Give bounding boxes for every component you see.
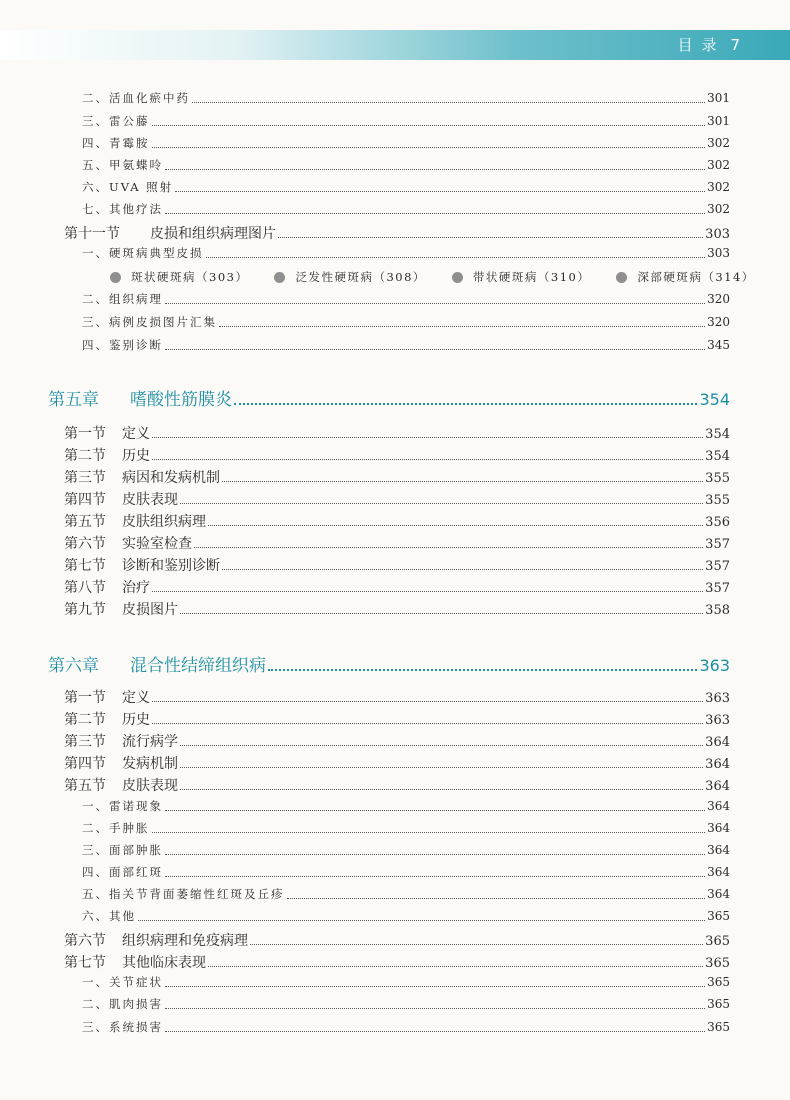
- toc-entry[interactable]: [0, 864, 790, 880]
- toc-entry-page: 320: [707, 315, 730, 329]
- toc-entry-page: 364: [707, 821, 730, 835]
- toc-entry[interactable]: [0, 908, 790, 924]
- leader-dots: [165, 1030, 705, 1032]
- leader-dots: [152, 436, 703, 438]
- section-title: 流行病学: [122, 734, 178, 750]
- toc-entry[interactable]: [0, 201, 790, 217]
- leader-dots: [208, 965, 703, 967]
- section-number: 第五节: [64, 514, 106, 530]
- toc-section[interactable]: [0, 930, 790, 950]
- toc-entry-page: 302: [707, 180, 730, 194]
- toc-entry-page: 345: [707, 338, 730, 352]
- header-title: 目 录: [677, 36, 719, 54]
- section-title: 皮肤表现: [122, 778, 178, 794]
- toc-entry[interactable]: [0, 996, 790, 1012]
- toc-entry-label: 二、活血化瘀中药: [82, 91, 190, 105]
- toc-entry-page: 364: [707, 843, 730, 857]
- leader-dots: [152, 124, 706, 126]
- toc-entry-page: 302: [707, 158, 730, 172]
- leader-dots: [222, 480, 703, 482]
- leader-dots: [180, 612, 703, 614]
- section-page: 357: [705, 537, 730, 552]
- bullet-dot-icon: [274, 272, 285, 283]
- subtype-link[interactable]: [452, 269, 590, 285]
- leader-dots: [180, 744, 703, 746]
- leader-dots: [206, 256, 706, 258]
- toc-entry-page: 365: [707, 1020, 730, 1034]
- section-page: 364: [705, 757, 730, 772]
- section-title: 皮肤组织病理: [122, 514, 206, 530]
- leader-dots: [152, 458, 703, 460]
- subtype-link[interactable]: [616, 269, 754, 285]
- section-number: 第六节: [64, 933, 106, 949]
- section-page: 357: [705, 581, 730, 596]
- toc-entry-page: 364: [707, 865, 730, 879]
- section-number: 第七节: [64, 955, 106, 971]
- subtype-link[interactable]: [274, 269, 425, 285]
- leader-dots: [250, 943, 703, 945]
- toc-entry[interactable]: [0, 291, 790, 307]
- leader-dots: [175, 190, 705, 192]
- toc-section[interactable]: [0, 731, 790, 751]
- section-title: 皮损图片: [122, 602, 178, 618]
- toc-entry-label: 三、系统损害: [82, 1020, 163, 1034]
- toc-entry[interactable]: [0, 314, 790, 330]
- toc-entry-label: 七、其他疗法: [82, 202, 163, 216]
- leader-dots: [165, 985, 705, 987]
- toc-section[interactable]: [0, 577, 790, 597]
- toc-section[interactable]: [0, 445, 790, 465]
- toc-section[interactable]: [0, 687, 790, 707]
- leader-dots: [222, 568, 703, 570]
- toc-entry-page: 320: [707, 292, 730, 306]
- toc-entry-page: 364: [707, 799, 730, 813]
- leader-dots: [234, 402, 697, 405]
- section-title: 病因和发病机制: [122, 470, 220, 486]
- toc-entry-label: 四、青霉胺: [82, 136, 150, 150]
- toc-entry-label: 五、指关节背面萎缩性红斑及丘疹: [82, 887, 285, 901]
- section-number: 第六节: [64, 536, 106, 552]
- section-number: 第一节: [64, 426, 106, 442]
- header-band: [0, 30, 790, 60]
- section-title: 皮肤表现: [122, 492, 178, 508]
- section-number: 第二节: [64, 712, 106, 728]
- section-title: 皮损和组织病理图片: [150, 226, 276, 242]
- toc-entry-label: 三、雷公藤: [82, 114, 150, 128]
- toc-entry-label: 二、组织病理: [82, 292, 163, 306]
- section-number: 第十一节: [64, 226, 120, 242]
- chapter-page: 354: [699, 390, 730, 409]
- section-page: 354: [705, 427, 730, 442]
- toc-section[interactable]: [0, 511, 790, 531]
- toc-entry[interactable]: [0, 90, 790, 106]
- chapter-page: 363: [699, 656, 730, 675]
- section-number: 第一节: [64, 690, 106, 706]
- toc-section[interactable]: [0, 952, 790, 972]
- subtype-label: 深部硬斑病（314）: [637, 270, 755, 284]
- leader-dots: [165, 302, 705, 304]
- section-number: 第五节: [64, 778, 106, 794]
- toc-entry-label: 四、鉴别诊断: [82, 338, 163, 352]
- section-title: 发病机制: [122, 756, 178, 772]
- chapter-title: 混合性结缔组织病: [130, 656, 266, 676]
- section-title: 其他临床表现: [122, 955, 206, 971]
- toc-section[interactable]: [0, 467, 790, 487]
- section-number: 第三节: [64, 470, 106, 486]
- toc-entry-label: 五、甲氨蝶呤: [82, 158, 163, 172]
- section-page: 356: [705, 515, 730, 530]
- subtype-label: 斑状硬斑病（303）: [131, 270, 249, 284]
- section-page: 363: [705, 713, 730, 728]
- section-page: 303: [705, 227, 730, 242]
- toc-entry-label: 二、手肿胀: [82, 821, 150, 835]
- toc-entry-label: 六、UVA 照射: [82, 180, 174, 194]
- leader-dots: [287, 897, 706, 899]
- toc-entry-page: 364: [707, 887, 730, 901]
- chapter-number: 第六章: [48, 656, 99, 676]
- section-page: 363: [705, 691, 730, 706]
- section-page: 358: [705, 603, 730, 618]
- toc-entry[interactable]: [0, 1019, 790, 1035]
- toc-entry-label: 三、面部肿胀: [82, 843, 163, 857]
- section-page: 365: [705, 956, 730, 971]
- section-title: 治疗: [122, 580, 150, 596]
- toc-section[interactable]: [0, 599, 790, 619]
- toc-entry[interactable]: [0, 337, 790, 353]
- toc-section[interactable]: [0, 555, 790, 575]
- toc-entry[interactable]: [0, 245, 790, 261]
- leader-dots: [192, 101, 705, 103]
- toc-entry-label: 一、雷诺现象: [82, 799, 163, 813]
- toc-entry-page: 365: [707, 975, 730, 989]
- section-number: 第三节: [64, 734, 106, 750]
- toc-entry[interactable]: [0, 974, 790, 990]
- toc-entry-label: 一、硬斑病典型皮损: [82, 246, 204, 260]
- leader-dots: [165, 1007, 705, 1009]
- leader-dots: [152, 722, 703, 724]
- leader-dots: [194, 546, 703, 548]
- leader-dots: [278, 236, 703, 238]
- toc-entry-label: 六、其他: [82, 909, 136, 923]
- section-number: 第四节: [64, 492, 106, 508]
- toc-entry[interactable]: [0, 113, 790, 129]
- section-page: 364: [705, 735, 730, 750]
- toc-entry[interactable]: [0, 179, 790, 195]
- toc-entry[interactable]: [0, 886, 790, 902]
- bullet-dot-icon: [110, 272, 121, 283]
- section-page: 355: [705, 471, 730, 486]
- leader-dots: [152, 590, 703, 592]
- leader-dots: [219, 325, 705, 327]
- bullet-dot-icon: [452, 272, 463, 283]
- running-header: [678, 33, 742, 57]
- section-page: 365: [705, 934, 730, 949]
- subtype-label: 带状硬斑病（310）: [472, 270, 591, 284]
- bullet-dot-icon: [616, 272, 627, 283]
- leader-dots: [165, 168, 705, 170]
- leader-dots: [152, 700, 703, 702]
- toc-section[interactable]: [0, 709, 790, 729]
- toc-entry-page: 301: [707, 91, 730, 105]
- leader-dots: [165, 853, 705, 855]
- toc-chapter[interactable]: [0, 385, 790, 410]
- section-page: 357: [705, 559, 730, 574]
- section-title: 组织病理和免疫病理: [122, 933, 248, 949]
- section-title: 历史: [122, 712, 150, 728]
- toc-section[interactable]: [0, 533, 790, 553]
- leader-dots: [138, 919, 705, 921]
- toc-section[interactable]: [0, 223, 790, 243]
- section-page: 364: [705, 779, 730, 794]
- section-number: 第七节: [64, 558, 106, 574]
- toc-entry[interactable]: [0, 842, 790, 858]
- leader-dots: [165, 212, 705, 214]
- section-number: 第四节: [64, 756, 106, 772]
- subtype-row: [110, 268, 755, 286]
- section-title: 诊断和鉴别诊断: [122, 558, 220, 574]
- subtype-label: 泛发性硬斑病（308）: [295, 270, 426, 284]
- leader-dots: [165, 809, 705, 811]
- leader-dots: [268, 668, 697, 671]
- toc-entry-label: 一、关节症状: [82, 975, 163, 989]
- section-number: 第八节: [64, 580, 106, 596]
- toc-chapter[interactable]: [0, 651, 790, 676]
- toc-entry-page: 302: [707, 202, 730, 216]
- section-page: 354: [705, 449, 730, 464]
- toc-entry[interactable]: [0, 157, 790, 173]
- toc-entry-page: 303: [707, 246, 730, 260]
- section-page: 355: [705, 493, 730, 508]
- section-number: 第二节: [64, 448, 106, 464]
- toc-section[interactable]: [0, 753, 790, 773]
- toc-entry[interactable]: [0, 135, 790, 151]
- toc-section[interactable]: [0, 423, 790, 443]
- toc-entry[interactable]: [0, 820, 790, 836]
- chapter-title: 嗜酸性筋膜炎: [130, 390, 232, 410]
- toc-entry-page: 365: [707, 997, 730, 1011]
- leader-dots: [165, 875, 705, 877]
- section-title: 历史: [122, 448, 150, 464]
- leader-dots: [165, 348, 705, 350]
- section-title: 实验室检查: [122, 536, 192, 552]
- leader-dots: [180, 502, 703, 504]
- toc-entry-page: 365: [707, 909, 730, 923]
- section-title: 定义: [122, 426, 150, 442]
- toc-entry-page: 301: [707, 114, 730, 128]
- section-number: 第九节: [64, 602, 106, 618]
- toc-section[interactable]: [0, 775, 790, 795]
- leader-dots: [152, 146, 706, 148]
- leader-dots: [180, 766, 703, 768]
- toc-entry-label: 二、肌肉损害: [82, 997, 163, 1011]
- header-page-number: 7: [730, 36, 742, 54]
- leader-dots: [152, 831, 706, 833]
- toc-entry-label: 三、病例皮损图片汇集: [82, 315, 217, 329]
- chapter-number: 第五章: [48, 390, 99, 410]
- toc-entry[interactable]: [0, 798, 790, 814]
- leader-dots: [180, 788, 703, 790]
- toc-section[interactable]: [0, 489, 790, 509]
- toc-entry-page: 302: [707, 136, 730, 150]
- section-title: 定义: [122, 690, 150, 706]
- subtype-link[interactable]: [110, 269, 248, 285]
- toc-entry-label: 四、面部红斑: [82, 865, 163, 879]
- leader-dots: [208, 524, 703, 526]
